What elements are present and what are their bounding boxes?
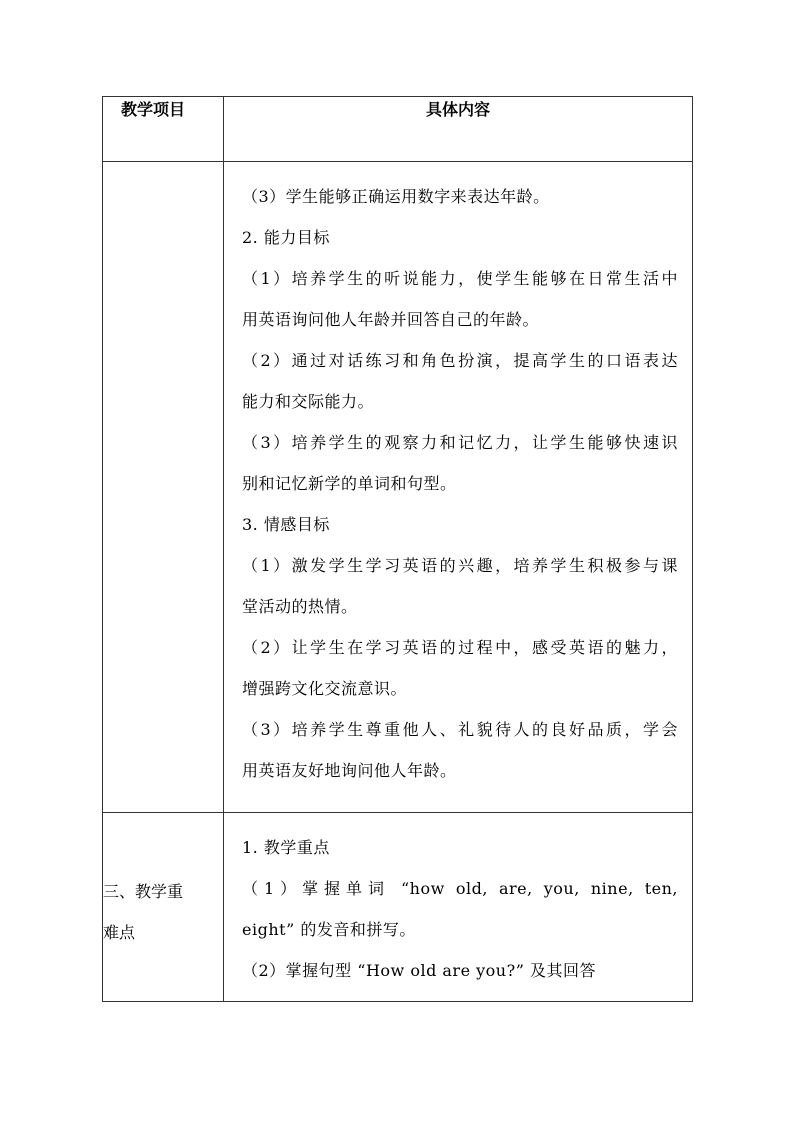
row-label-empty xyxy=(103,162,224,813)
content-line: 能力和交际能力。 xyxy=(242,392,375,411)
row-label-cell xyxy=(103,813,224,1002)
content-line: （2）掌握句型 “How old are you?” 及其回答 xyxy=(242,961,596,980)
content-line: 用英语询问他人年龄并回答自己的年龄。 xyxy=(242,310,540,329)
table-row-key-difficult-points xyxy=(103,813,693,1002)
content-line: （2）通过对话练习和角色扮演，提高学生的口语表达 xyxy=(242,351,678,370)
content-line: eight” 的发音和拼写。 xyxy=(242,920,416,939)
content-line: （1）掌握单词 “how old, are, you, nine, ten, xyxy=(242,879,678,898)
section-heading: 2. 能力目标 xyxy=(242,228,330,247)
content-line: （2）让学生在学习英语的过程中，感受英语的魅力， xyxy=(242,638,678,657)
row-label-line: 三、教学重 xyxy=(103,882,184,901)
content-line: （3）培养学生的观察力和记忆力，让学生能够快速识 xyxy=(242,433,678,452)
content-line: 别和记忆新学的单词和句型。 xyxy=(242,474,457,493)
header-teaching-item: 教学项目 xyxy=(103,97,224,162)
content-line: 增强跨文化交流意识。 xyxy=(242,679,408,698)
objectives-content-cell xyxy=(224,162,693,813)
section-heading: 1. 教学重点 xyxy=(242,838,330,857)
section-heading: 3. 情感目标 xyxy=(242,515,330,534)
content-line: （3）培养学生尊重他人、礼貌待人的良好品质，学会 xyxy=(242,720,678,739)
content-line: 用英语友好地询问他人年龄。 xyxy=(242,761,457,780)
header-specific-content: 具体内容 xyxy=(224,97,693,162)
table-row-objectives xyxy=(103,162,693,813)
table-header-row xyxy=(103,97,693,162)
document-table xyxy=(102,96,693,1002)
row-label-line: 难点 xyxy=(103,923,136,942)
content-line: （1）培养学生的听说能力，使学生能够在日常生活中 xyxy=(242,269,678,288)
content-line: （1）激发学生学习英语的兴趣，培养学生积极参与课 xyxy=(242,556,678,575)
content-line: （3）学生能够正确运用数字来表达年龄。 xyxy=(242,187,550,206)
key-points-content-cell xyxy=(224,813,693,1002)
content-line: 堂活动的热情。 xyxy=(242,597,358,616)
